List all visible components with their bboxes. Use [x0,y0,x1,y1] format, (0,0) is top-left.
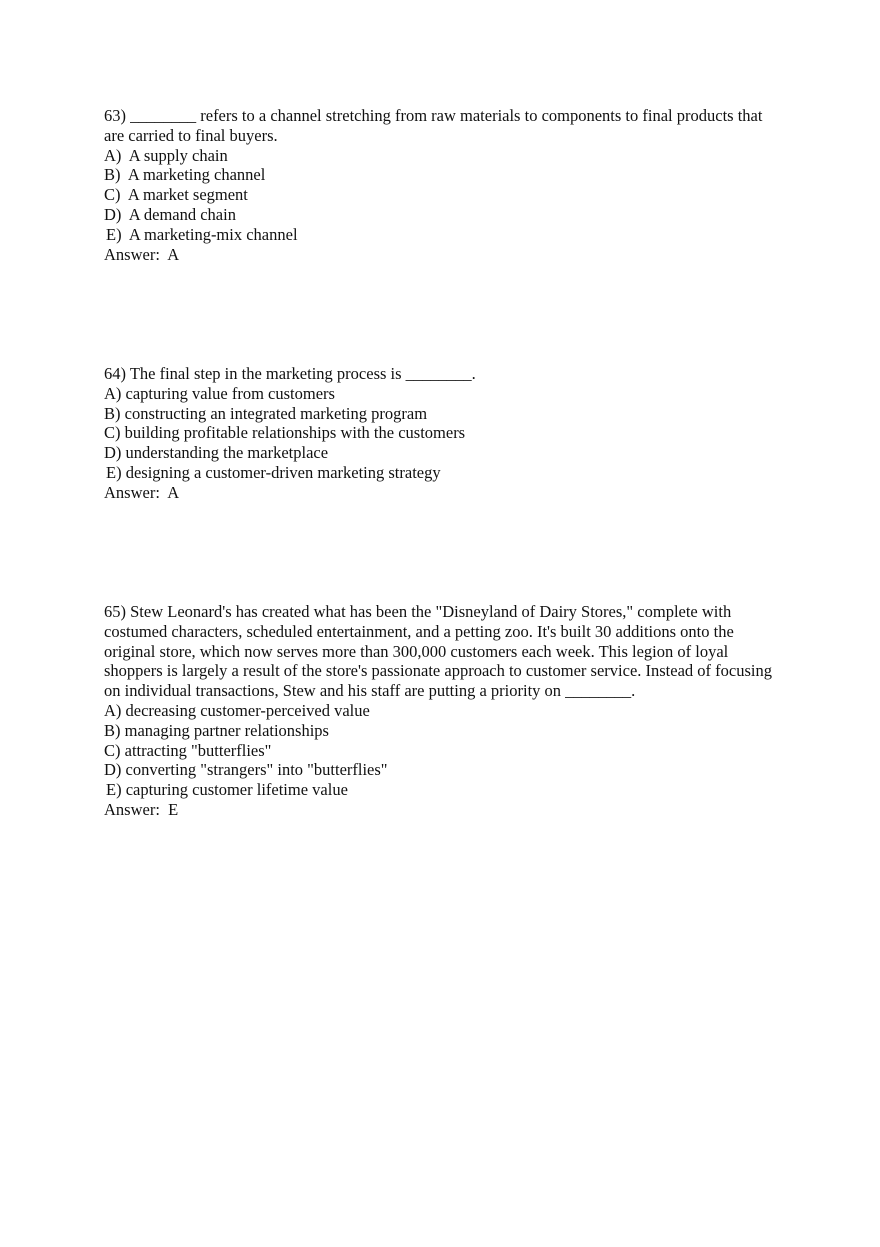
option-c: C) building profitable relationships with the customers [104,423,466,443]
option-e: E) designing a customer-driven marketing strategy [106,462,441,482]
question-63 [104,106,774,264]
option-a: A) decreasing customer-perceived value [104,700,370,720]
option-e: E) A marketing-mix channel [106,224,298,244]
question-stem: 63) ________ refers to a channel stretching from raw materials to components to final products that are carried to final buyers. [104,106,767,145]
option-b: B) constructing an integrated marketing program [104,403,428,423]
answer-line: Answer: A [104,244,180,264]
option-d: D) converting "strangers" into "butterflies" [104,760,388,780]
option-c: C) A market segment [104,185,248,205]
option-a: A) A supply chain [104,145,228,165]
option-d: D) understanding the marketplace [104,443,329,463]
option-d: D) A demand chain [104,204,236,224]
option-b: B) managing partner relationships [104,720,329,740]
answer-line: Answer: A [104,482,180,502]
question-stem: 64) The final step in the marketing process is ________. [104,364,476,383]
option-b: B) A marketing channel [104,165,266,185]
question-65 [104,602,777,820]
question-64 [104,364,774,503]
option-e: E) capturing customer lifetime value [106,780,348,800]
answer-line: Answer: E [104,799,179,819]
option-c: C) attracting "butterflies" [104,740,272,760]
question-stem: 65) Stew Leonard's has created what has been the "Disneyland of Dairy Stores," complete with costumed characters, scheduled entertainment, and a petting zoo. It's built 30 additions onto the original store, which now serves more than 300,000 customers each week. This legion of loyal shoppers is largely a result of the store's passionate approach to customer service. Instead of focusing on individual transactions, Stew and his staff are putting a priority on ________. [104,602,777,701]
option-a: A) capturing value from customers [104,383,335,403]
